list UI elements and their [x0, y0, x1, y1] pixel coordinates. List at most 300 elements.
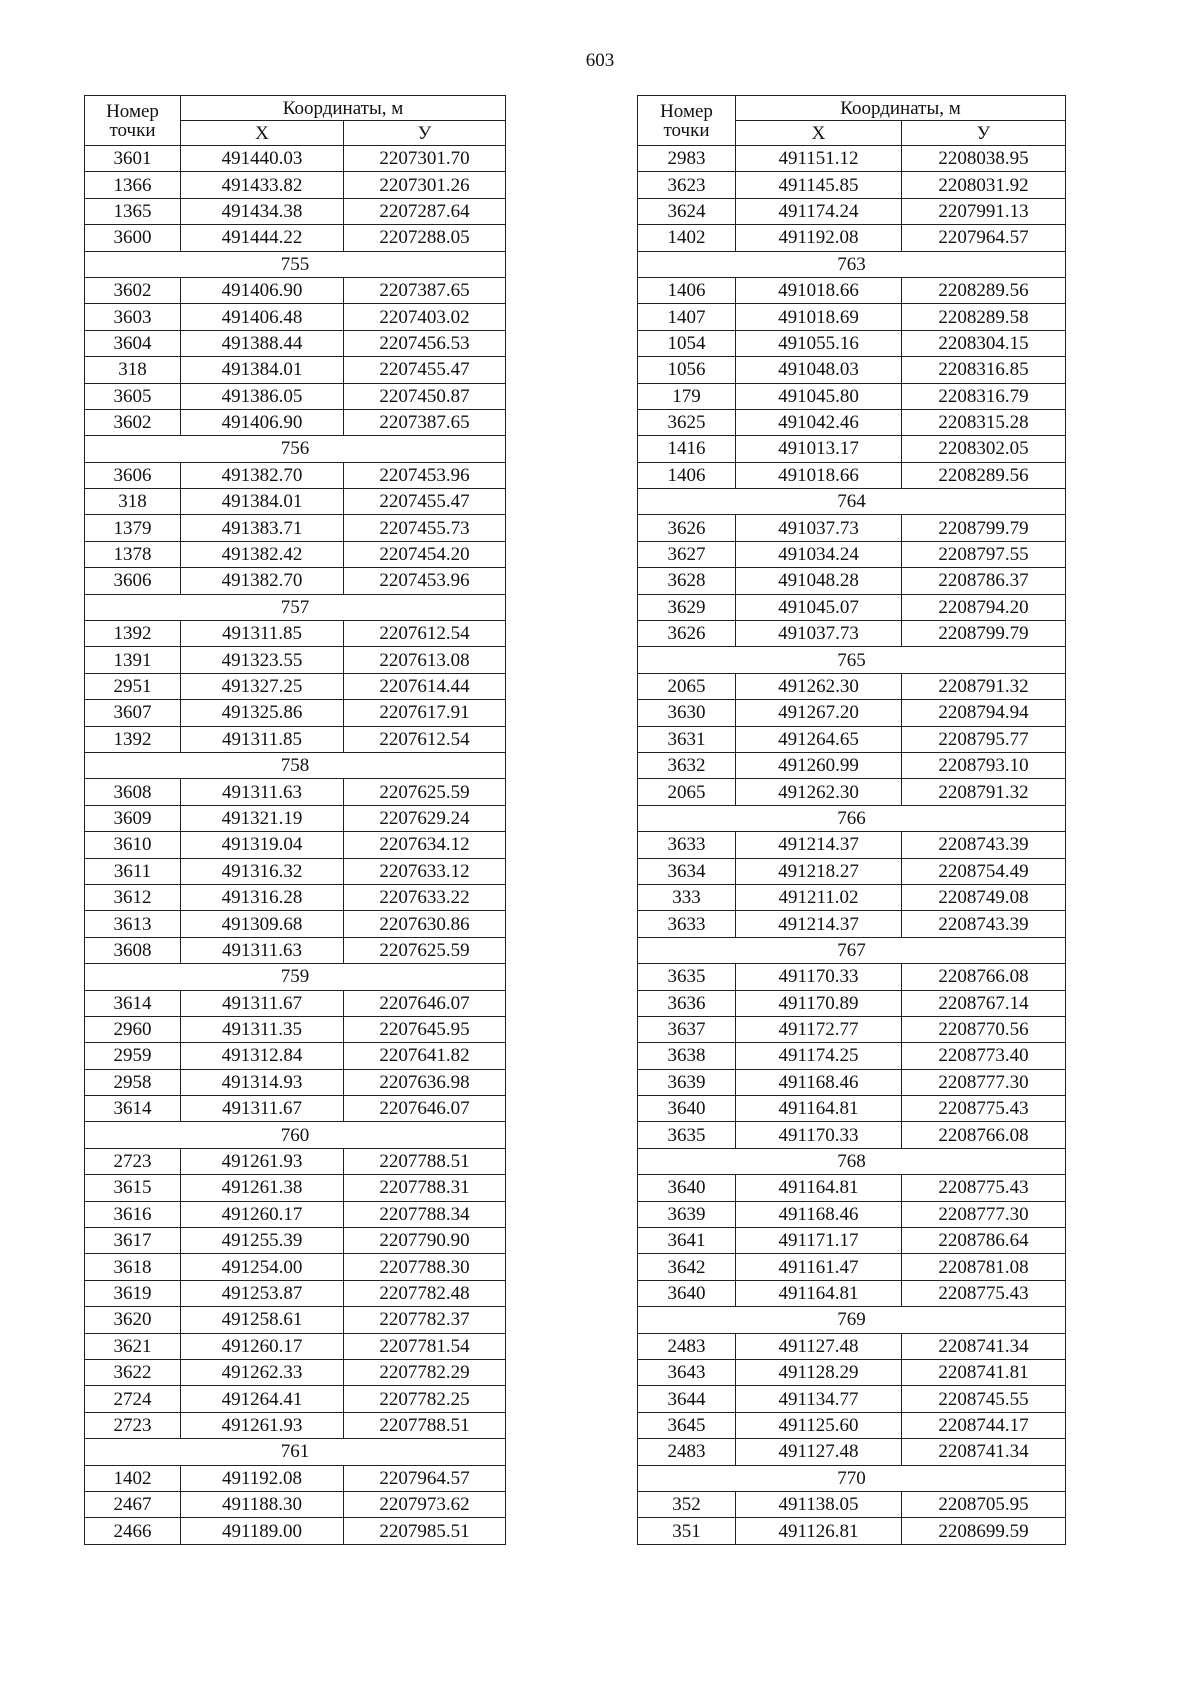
point-number-cell: 1054	[638, 330, 736, 356]
table-row	[638, 673, 1066, 699]
table-row	[85, 225, 506, 251]
point-number-cell: 2951	[85, 673, 181, 699]
x-coordinate-cell: 491037.73	[736, 515, 902, 541]
y-coordinate-cell: 2208289.56	[902, 277, 1066, 303]
point-number-cell: 2959	[85, 1043, 181, 1069]
right-coordinates-table	[637, 95, 1066, 1545]
x-coordinate-cell: 491309.68	[181, 911, 344, 937]
table-row	[85, 805, 506, 831]
x-coordinate-cell: 491045.07	[736, 594, 902, 620]
y-coordinate-cell: 2208766.08	[902, 1122, 1066, 1148]
x-coordinate-cell: 491261.38	[181, 1175, 344, 1201]
section-header-row	[85, 1439, 506, 1465]
y-coordinate-cell: 2207387.65	[344, 409, 506, 435]
point-number-cell: 3631	[638, 726, 736, 752]
y-coordinate-cell: 2207456.53	[344, 330, 506, 356]
section-header-row	[638, 251, 1066, 277]
x-coordinate-cell: 491145.85	[736, 172, 902, 198]
x-coordinate-cell: 491253.87	[181, 1280, 344, 1306]
table-row	[85, 832, 506, 858]
y-coordinate-cell: 2207455.73	[344, 515, 506, 541]
y-coordinate-cell: 2208289.56	[902, 462, 1066, 488]
point-number-cell: 3621	[85, 1333, 181, 1359]
x-coordinate-cell: 491126.81	[736, 1518, 902, 1544]
point-number-cell: 3626	[638, 621, 736, 647]
y-coordinate-cell: 2207788.51	[344, 1148, 506, 1174]
table-row	[638, 1359, 1066, 1385]
table-row	[85, 884, 506, 910]
x-coordinate-cell: 491258.61	[181, 1307, 344, 1333]
y-coordinate-cell: 2207455.47	[344, 357, 506, 383]
y-coordinate-cell: 2207625.59	[344, 937, 506, 963]
section-header-row	[85, 752, 506, 778]
y-coordinate-cell: 2208741.34	[902, 1439, 1066, 1465]
x-coordinate-cell: 491037.73	[736, 621, 902, 647]
point-number-cell: 1416	[638, 436, 736, 462]
table-row	[638, 990, 1066, 1016]
table-row	[638, 621, 1066, 647]
point-number-cell: 3615	[85, 1175, 181, 1201]
y-coordinate-cell: 2208767.14	[902, 990, 1066, 1016]
table-row	[85, 700, 506, 726]
x-coordinate-cell: 491316.32	[181, 858, 344, 884]
point-number-cell: 333	[638, 884, 736, 910]
y-coordinate-cell: 2207301.70	[344, 146, 506, 172]
section-number: 765	[638, 647, 1066, 673]
section-number: 768	[638, 1148, 1066, 1174]
header-label-line-2: точки	[663, 119, 710, 141]
table-row	[85, 1465, 506, 1491]
x-coordinate-cell: 491261.93	[181, 1148, 344, 1174]
table-row	[85, 541, 506, 567]
point-number-cell: 3623	[638, 172, 736, 198]
table-row	[638, 330, 1066, 356]
y-coordinate-cell: 2207788.30	[344, 1254, 506, 1280]
table-row	[638, 911, 1066, 937]
point-number-cell: 3601	[85, 146, 181, 172]
point-number-cell: 3613	[85, 911, 181, 937]
y-coordinate-cell: 2208744.17	[902, 1412, 1066, 1438]
point-number-cell: 3641	[638, 1228, 736, 1254]
table-row	[638, 1201, 1066, 1227]
point-number-cell: 351	[638, 1518, 736, 1544]
x-coordinate-cell: 491138.05	[736, 1491, 902, 1517]
point-number-cell: 3635	[638, 1122, 736, 1148]
x-coordinate-cell: 491311.63	[181, 937, 344, 963]
point-number-cell: 318	[85, 489, 181, 515]
y-coordinate-cell: 2208741.34	[902, 1333, 1066, 1359]
x-coordinate-cell: 491382.42	[181, 541, 344, 567]
y-coordinate-cell: 2208743.39	[902, 911, 1066, 937]
x-coordinate-cell: 491164.81	[736, 1280, 902, 1306]
table-row	[638, 1333, 1066, 1359]
x-coordinate-cell: 491174.25	[736, 1043, 902, 1069]
table-row	[638, 1254, 1066, 1280]
section-header-row	[638, 805, 1066, 831]
table-row	[85, 1307, 506, 1333]
table-row	[85, 1016, 506, 1042]
y-coordinate-cell: 2208777.30	[902, 1201, 1066, 1227]
table-row	[638, 1043, 1066, 1069]
table-row	[85, 911, 506, 937]
y-coordinate-cell: 2207973.62	[344, 1491, 506, 1517]
y-coordinate-cell: 2208745.55	[902, 1386, 1066, 1412]
x-coordinate-cell: 491214.37	[736, 832, 902, 858]
table-row	[638, 964, 1066, 990]
y-coordinate-cell: 2207613.08	[344, 647, 506, 673]
x-coordinate-cell: 491386.05	[181, 383, 344, 409]
x-coordinate-cell: 491262.30	[736, 779, 902, 805]
header-label-line-2: точки	[109, 119, 156, 141]
y-coordinate-cell: 2208791.32	[902, 673, 1066, 699]
x-coordinate-cell: 491264.41	[181, 1386, 344, 1412]
x-coordinate-cell: 491311.63	[181, 779, 344, 805]
table-row	[638, 277, 1066, 303]
point-number-cell: 2958	[85, 1069, 181, 1095]
point-number-cell: 1365	[85, 198, 181, 224]
x-coordinate-cell: 491406.48	[181, 304, 344, 330]
x-coordinate-cell: 491189.00	[181, 1518, 344, 1544]
x-coordinate-cell: 491262.33	[181, 1359, 344, 1385]
table-row	[85, 937, 506, 963]
table-row	[85, 1228, 506, 1254]
y-coordinate-cell: 2207453.96	[344, 462, 506, 488]
x-coordinate-cell: 491048.03	[736, 357, 902, 383]
point-number-cell: 2483	[638, 1439, 736, 1465]
table-row	[638, 462, 1066, 488]
table-row	[85, 409, 506, 435]
table-row	[638, 1069, 1066, 1095]
y-coordinate-cell: 2207450.87	[344, 383, 506, 409]
coordinates-header: Координаты, м	[181, 96, 506, 121]
y-coordinate-cell: 2208316.85	[902, 357, 1066, 383]
point-number-cell: 3609	[85, 805, 181, 831]
x-coordinate-cell: 491211.02	[736, 884, 902, 910]
y-coordinate-cell: 2208775.43	[902, 1096, 1066, 1122]
x-coordinate-cell: 491312.84	[181, 1043, 344, 1069]
y-header: У	[902, 121, 1066, 146]
x-coordinate-cell: 491127.48	[736, 1439, 902, 1465]
point-number-cell: 3606	[85, 568, 181, 594]
x-coordinate-cell: 491262.30	[736, 673, 902, 699]
table-row	[85, 1359, 506, 1385]
section-header-row	[638, 1148, 1066, 1174]
table-row	[638, 1491, 1066, 1517]
x-coordinate-cell: 491018.66	[736, 462, 902, 488]
x-coordinate-cell: 491311.85	[181, 726, 344, 752]
y-coordinate-cell: 2208777.30	[902, 1069, 1066, 1095]
point-number-cell: 3628	[638, 568, 736, 594]
y-coordinate-cell: 2208799.79	[902, 515, 1066, 541]
y-coordinate-cell: 2207633.12	[344, 858, 506, 884]
table-row	[85, 1412, 506, 1438]
y-coordinate-cell: 2207781.54	[344, 1333, 506, 1359]
y-coordinate-cell: 2208031.92	[902, 172, 1066, 198]
y-coordinate-cell: 2208302.05	[902, 436, 1066, 462]
y-coordinate-cell: 2207636.98	[344, 1069, 506, 1095]
point-number-cell: 3640	[638, 1096, 736, 1122]
y-coordinate-cell: 2207788.34	[344, 1201, 506, 1227]
y-coordinate-cell: 2207612.54	[344, 621, 506, 647]
point-number-cell: 3634	[638, 858, 736, 884]
table-row	[638, 884, 1066, 910]
point-number-cell: 2467	[85, 1491, 181, 1517]
table-row	[638, 146, 1066, 172]
y-coordinate-cell: 2207782.29	[344, 1359, 506, 1385]
table-row	[638, 409, 1066, 435]
y-coordinate-cell: 2207625.59	[344, 779, 506, 805]
point-number-cell: 3619	[85, 1280, 181, 1306]
point-number-cell: 3639	[638, 1069, 736, 1095]
point-number-cell: 3600	[85, 225, 181, 251]
point-number-cell: 3606	[85, 462, 181, 488]
point-number-cell: 1406	[638, 462, 736, 488]
table-row	[85, 383, 506, 409]
table-row	[638, 225, 1066, 251]
x-coordinate-cell: 491267.20	[736, 700, 902, 726]
section-header-row	[638, 647, 1066, 673]
y-coordinate-cell: 2207288.05	[344, 225, 506, 251]
point-number-cell: 3630	[638, 700, 736, 726]
y-coordinate-cell: 2207788.31	[344, 1175, 506, 1201]
x-coordinate-cell: 491127.48	[736, 1333, 902, 1359]
section-number: 755	[85, 251, 506, 277]
point-number-cell: 3622	[85, 1359, 181, 1385]
x-coordinate-cell: 491171.17	[736, 1228, 902, 1254]
x-coordinate-cell: 491319.04	[181, 832, 344, 858]
section-header-row	[85, 1122, 506, 1148]
y-coordinate-cell: 2208766.08	[902, 964, 1066, 990]
x-coordinate-cell: 491264.65	[736, 726, 902, 752]
y-coordinate-cell: 2208775.43	[902, 1175, 1066, 1201]
point-number-cell: 3614	[85, 1096, 181, 1122]
section-number: 759	[85, 964, 506, 990]
point-number-cell: 2960	[85, 1016, 181, 1042]
point-number-cell: 3616	[85, 1201, 181, 1227]
table-row	[638, 779, 1066, 805]
left-coordinates-table	[84, 95, 506, 1545]
point-number-cell: 2983	[638, 146, 736, 172]
table-row	[638, 832, 1066, 858]
right-table-body	[638, 146, 1066, 1545]
table-row	[85, 1096, 506, 1122]
y-coordinate-cell: 2208699.59	[902, 1518, 1066, 1544]
table-row	[638, 1096, 1066, 1122]
x-coordinate-cell: 491321.19	[181, 805, 344, 831]
x-coordinate-cell: 491406.90	[181, 277, 344, 303]
table-row	[638, 198, 1066, 224]
point-number-cell: 3633	[638, 911, 736, 937]
x-coordinate-cell: 491172.77	[736, 1016, 902, 1042]
section-header-row	[638, 937, 1066, 963]
x-coordinate-cell: 491311.67	[181, 990, 344, 1016]
point-number-cell: 352	[638, 1491, 736, 1517]
x-coordinate-cell: 491134.77	[736, 1386, 902, 1412]
y-coordinate-cell: 2207614.44	[344, 673, 506, 699]
x-coordinate-cell: 491311.67	[181, 1096, 344, 1122]
table-row	[85, 779, 506, 805]
y-coordinate-cell: 2207634.12	[344, 832, 506, 858]
x-coordinate-cell: 491406.90	[181, 409, 344, 435]
x-coordinate-cell: 491260.99	[736, 752, 902, 778]
x-coordinate-cell: 491013.17	[736, 436, 902, 462]
point-number-cell: 3642	[638, 1254, 736, 1280]
y-coordinate-cell: 2208795.77	[902, 726, 1066, 752]
point-number-cell: 3602	[85, 277, 181, 303]
x-coordinate-cell: 491188.30	[181, 1491, 344, 1517]
table-row	[85, 357, 506, 383]
point-number-cell: 3635	[638, 964, 736, 990]
point-number-cell: 1379	[85, 515, 181, 541]
y-coordinate-cell: 2207630.86	[344, 911, 506, 937]
point-number-cell: 3605	[85, 383, 181, 409]
x-coordinate-cell: 491255.39	[181, 1228, 344, 1254]
y-coordinate-cell: 2208316.79	[902, 383, 1066, 409]
table-row	[638, 541, 1066, 567]
table-row	[638, 1228, 1066, 1254]
y-coordinate-cell: 2208797.55	[902, 541, 1066, 567]
point-number-cell: 3626	[638, 515, 736, 541]
y-coordinate-cell: 2208781.08	[902, 1254, 1066, 1280]
point-number-cell: 3602	[85, 409, 181, 435]
x-coordinate-cell: 491260.17	[181, 1333, 344, 1359]
y-coordinate-cell: 2207617.91	[344, 700, 506, 726]
table-row	[638, 1386, 1066, 1412]
table-row	[85, 277, 506, 303]
table-row	[85, 1491, 506, 1517]
point-number-cell: 3607	[85, 700, 181, 726]
point-number-cell: 1366	[85, 172, 181, 198]
point-number-cell: 3643	[638, 1359, 736, 1385]
table-row	[638, 858, 1066, 884]
table-row	[85, 1518, 506, 1544]
y-coordinate-cell: 2207645.95	[344, 1016, 506, 1042]
x-coordinate-cell: 491125.60	[736, 1412, 902, 1438]
point-number-cell: 3638	[638, 1043, 736, 1069]
table-row	[85, 1148, 506, 1174]
y-coordinate-cell: 2208289.58	[902, 304, 1066, 330]
point-number-cell: 3617	[85, 1228, 181, 1254]
x-coordinate-cell: 491170.33	[736, 1122, 902, 1148]
point-number-cell: 3612	[85, 884, 181, 910]
section-number: 763	[638, 251, 1066, 277]
point-number-cell: 3608	[85, 779, 181, 805]
x-coordinate-cell: 491254.00	[181, 1254, 344, 1280]
table-row	[638, 172, 1066, 198]
section-number: 757	[85, 594, 506, 620]
x-coordinate-cell: 491388.44	[181, 330, 344, 356]
x-coordinate-cell: 491325.86	[181, 700, 344, 726]
point-number-cell: 2723	[85, 1148, 181, 1174]
table-row	[638, 1016, 1066, 1042]
point-number-cell: 1406	[638, 277, 736, 303]
point-number-cell: 1407	[638, 304, 736, 330]
y-coordinate-cell: 2208775.43	[902, 1280, 1066, 1306]
x-coordinate-cell: 491327.25	[181, 673, 344, 699]
point-number-cell: 3618	[85, 1254, 181, 1280]
table-row	[638, 436, 1066, 462]
table-row	[85, 172, 506, 198]
section-number: 760	[85, 1122, 506, 1148]
x-coordinate-cell: 491311.85	[181, 621, 344, 647]
y-coordinate-cell: 2207646.07	[344, 1096, 506, 1122]
table-row	[85, 990, 506, 1016]
x-coordinate-cell: 491045.80	[736, 383, 902, 409]
point-number-cell: 3604	[85, 330, 181, 356]
table-row	[85, 146, 506, 172]
y-coordinate-cell: 2207790.90	[344, 1228, 506, 1254]
y-coordinate-cell: 2207301.26	[344, 172, 506, 198]
table-row	[638, 1280, 1066, 1306]
table-row	[85, 1280, 506, 1306]
point-number-cell: 3645	[638, 1412, 736, 1438]
section-header-row	[85, 964, 506, 990]
table-row	[85, 1201, 506, 1227]
point-number-cell: 1402	[638, 225, 736, 251]
table-row	[85, 462, 506, 488]
point-number-cell: 3629	[638, 594, 736, 620]
point-number-cell: 3627	[638, 541, 736, 567]
y-coordinate-cell: 2207782.48	[344, 1280, 506, 1306]
x-header: X	[736, 121, 902, 146]
x-coordinate-cell: 491168.46	[736, 1201, 902, 1227]
table-row	[638, 752, 1066, 778]
table-row	[638, 1518, 1066, 1544]
point-number-cell: 2483	[638, 1333, 736, 1359]
y-coordinate-cell: 2208315.28	[902, 409, 1066, 435]
y-coordinate-cell: 2208770.56	[902, 1016, 1066, 1042]
table-row	[638, 304, 1066, 330]
y-coordinate-cell: 2207612.54	[344, 726, 506, 752]
point-number-cell: 3610	[85, 832, 181, 858]
y-coordinate-cell: 2208786.64	[902, 1228, 1066, 1254]
x-coordinate-cell: 491055.16	[736, 330, 902, 356]
point-number-header	[85, 96, 181, 146]
x-coordinate-cell: 491260.17	[181, 1201, 344, 1227]
x-coordinate-cell: 491034.24	[736, 541, 902, 567]
x-coordinate-cell: 491444.22	[181, 225, 344, 251]
x-coordinate-cell: 491192.08	[181, 1465, 344, 1491]
y-coordinate-cell: 2207782.25	[344, 1386, 506, 1412]
table-row	[85, 1333, 506, 1359]
point-number-cell: 3614	[85, 990, 181, 1016]
table-row	[638, 515, 1066, 541]
y-coordinate-cell: 2207646.07	[344, 990, 506, 1016]
y-coordinate-cell: 2207387.65	[344, 277, 506, 303]
point-number-cell: 3624	[638, 198, 736, 224]
point-number-cell: 1392	[85, 726, 181, 752]
y-coordinate-cell: 2207287.64	[344, 198, 506, 224]
y-coordinate-cell: 2207964.57	[902, 225, 1066, 251]
y-coordinate-cell: 2207985.51	[344, 1518, 506, 1544]
section-number: 758	[85, 752, 506, 778]
header-label-line-1: Номер	[106, 100, 159, 122]
y-coordinate-cell: 2208749.08	[902, 884, 1066, 910]
point-number-cell: 3640	[638, 1280, 736, 1306]
table-row	[85, 489, 506, 515]
x-coordinate-cell: 491311.35	[181, 1016, 344, 1042]
point-number-cell: 1056	[638, 357, 736, 383]
point-number-cell: 1392	[85, 621, 181, 647]
section-number: 761	[85, 1439, 506, 1465]
y-coordinate-cell: 2207453.96	[344, 568, 506, 594]
section-header-row	[638, 1465, 1066, 1491]
x-coordinate-cell: 491382.70	[181, 462, 344, 488]
table-row	[85, 330, 506, 356]
section-number: 764	[638, 489, 1066, 515]
x-coordinate-cell: 491323.55	[181, 647, 344, 673]
table-row	[85, 858, 506, 884]
